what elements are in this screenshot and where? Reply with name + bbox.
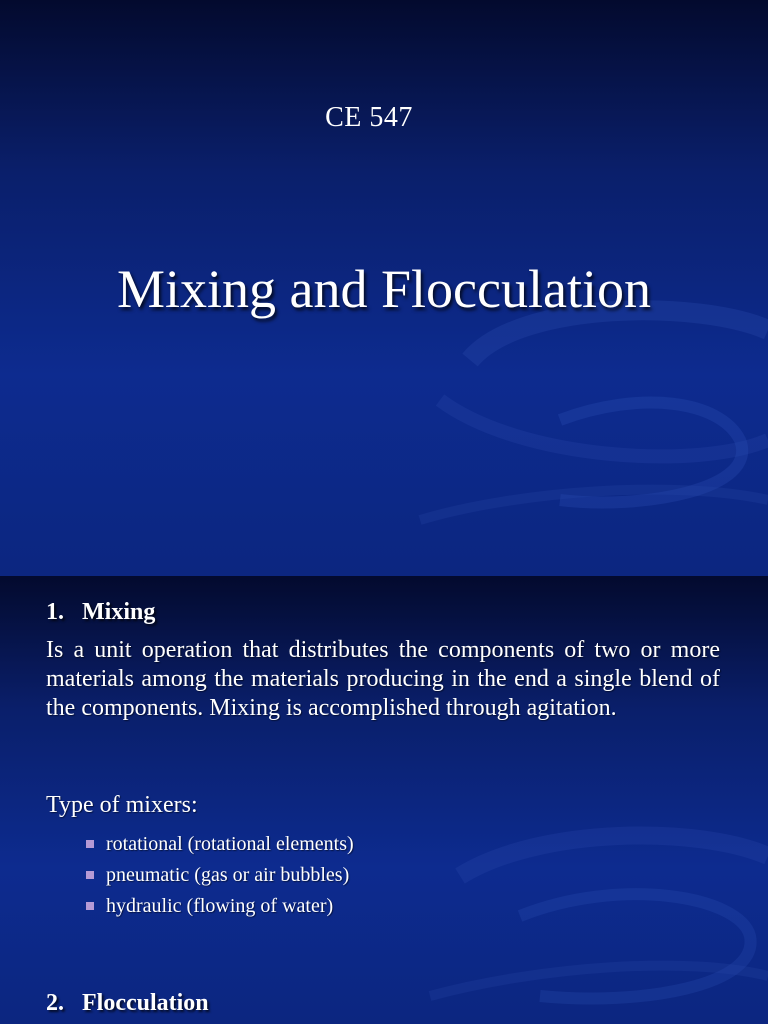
mixer-type-list: [86, 828, 354, 921]
square-bullet-icon: [86, 871, 94, 879]
section-number: 1.: [46, 599, 64, 625]
section-title: Mixing: [82, 599, 156, 625]
course-code: CE 547: [325, 102, 413, 133]
section-title: Flocculation: [82, 990, 209, 1016]
list-item: [86, 859, 354, 890]
content-slide: [0, 576, 768, 1024]
section-heading-mixing: [46, 599, 155, 626]
mixer-types-label: Type of mixers:: [46, 792, 198, 818]
square-bullet-icon: [86, 902, 94, 910]
section-number: 2.: [46, 990, 64, 1016]
list-item: [86, 828, 354, 859]
definition-paragraph: Is a unit operation that distributes the components of two or more materials among the materials producing in the end a single blend of the components. Mixing is accomplished through agitation.: [46, 637, 720, 721]
list-item-text: rotational (rotational elements): [106, 832, 354, 855]
list-item: [86, 890, 354, 921]
list-item-text: hydraulic (flowing of water): [106, 894, 334, 917]
list-item-text: pneumatic (gas or air bubbles): [106, 863, 350, 886]
section-heading-flocculation: [46, 990, 209, 1017]
square-bullet-icon: [86, 840, 94, 848]
page-title: Mixing and Flocculation: [117, 259, 651, 319]
